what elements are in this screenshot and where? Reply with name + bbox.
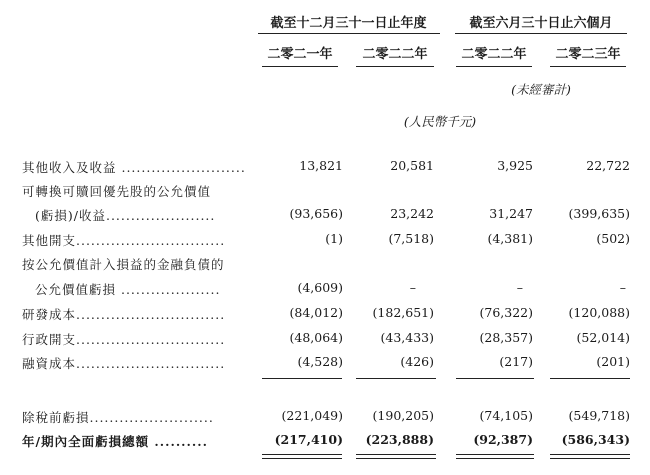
- cell-2022-half: (76,322): [479, 305, 533, 320]
- table-row: [0, 231, 650, 253]
- row-label: 公允價值虧損 ....................: [35, 282, 221, 297]
- row-label: 其他收入及收益 .........................: [22, 160, 246, 175]
- cell-2022-half: (28,357): [479, 330, 533, 345]
- cell-2021: (48,064): [289, 330, 343, 345]
- cell-2021: (4,528): [297, 354, 343, 369]
- table-row: [0, 330, 650, 352]
- cell-2023: –: [619, 280, 626, 295]
- total-double-rule-2021: [262, 454, 342, 459]
- header-year-ended: 截至十二月三十一日止年度: [270, 16, 427, 31]
- row-label: 融資成本..............................: [22, 356, 226, 371]
- table-row: [0, 280, 650, 302]
- cell-2022-half: 31,247: [489, 206, 533, 221]
- row-label: 行政開支..............................: [22, 332, 226, 347]
- table-row: [0, 255, 650, 277]
- subtotal-rule-2022-year: [356, 378, 436, 379]
- row-label: (虧損)/收益......................: [35, 208, 216, 223]
- cell-2022-year: (7,518): [388, 231, 434, 246]
- subtotal-rule-2022-half: [456, 378, 534, 379]
- cell-2023: (502): [596, 231, 630, 246]
- row-label: 按公允價值計入損益的金融負債的: [22, 257, 225, 272]
- cell-2022-half: (217): [499, 354, 533, 369]
- table-row: [0, 182, 650, 204]
- total-double-rule-2023: [550, 454, 630, 459]
- cell-2021: (217,410): [274, 432, 343, 447]
- cell-2023: (586,343): [561, 432, 630, 447]
- cell-2023: (52,014): [576, 330, 630, 345]
- cell-2022-half: (74,105): [479, 408, 533, 423]
- cell-2022-half: –: [516, 280, 523, 295]
- row-label: 研發成本..............................: [22, 307, 226, 322]
- cell-2021: 13,821: [299, 158, 343, 173]
- cell-2023: (201): [596, 354, 630, 369]
- cell-2021: (93,656): [289, 206, 343, 221]
- col-2023-rule: [550, 66, 626, 67]
- col-header-2022-year: 二零二二年: [362, 47, 428, 62]
- row-label: 除稅前虧損.........................: [22, 410, 214, 425]
- row-label: 其他開支..............................: [22, 233, 226, 248]
- table-row-loss-before-tax: [0, 408, 650, 430]
- cell-2021: (1): [325, 231, 343, 246]
- table-row: [0, 206, 650, 228]
- cell-2022-half: (92,387): [473, 432, 533, 447]
- col-header-2023: 二零二三年: [555, 47, 621, 62]
- cell-2023: (549,718): [568, 408, 630, 423]
- cell-2022-half: 3,925: [497, 158, 533, 173]
- row-label: 可轉換可贖回優先股的公允價值: [22, 184, 212, 199]
- cell-2021: (221,049): [281, 408, 343, 423]
- subtotal-rule-2021: [262, 378, 342, 379]
- table-row: [0, 354, 650, 376]
- col-2021-rule: [262, 66, 338, 67]
- total-double-rule-2022-half: [456, 454, 534, 459]
- cell-2022-year: (223,888): [365, 432, 434, 447]
- cell-2021: (84,012): [289, 305, 343, 320]
- cell-2022-half: (4,381): [487, 231, 533, 246]
- cell-2022-year: 20,581: [390, 158, 434, 173]
- cell-2022-year: (43,433): [380, 330, 434, 345]
- cell-2022-year: (426): [400, 354, 434, 369]
- cell-2023: 22,722: [586, 158, 630, 173]
- cell-2022-year: –: [409, 280, 416, 295]
- row-label: 年/期內全面虧損總額 ..........: [22, 434, 208, 449]
- cell-2021: (4,609): [297, 280, 343, 295]
- header-six-months: 截至六月三十日止六個月: [469, 16, 613, 31]
- cell-2023: (399,635): [568, 206, 630, 221]
- header-year-ended-rule: [258, 33, 440, 34]
- col-2022-half-rule: [456, 66, 532, 67]
- subtotal-rule-2023: [550, 378, 630, 379]
- table-row: [0, 158, 650, 180]
- table-row: [0, 305, 650, 327]
- total-double-rule-2022-year: [356, 454, 436, 459]
- header-six-months-rule: [455, 33, 627, 34]
- cell-2023: (120,088): [568, 305, 630, 320]
- unaudited-note: (未經審計): [511, 82, 571, 97]
- col-2022-year-rule: [356, 66, 434, 67]
- cell-2022-year: (190,205): [372, 408, 434, 423]
- cell-2022-year: 23,242: [390, 206, 434, 221]
- table-row-total-comprehensive-loss: [0, 432, 650, 454]
- currency-unit-note: (人民幣千元): [403, 114, 477, 129]
- cell-2022-year: (182,651): [372, 305, 434, 320]
- col-header-2021: 二零二一年: [267, 47, 333, 62]
- col-header-2022-half: 二零二二年: [461, 47, 527, 62]
